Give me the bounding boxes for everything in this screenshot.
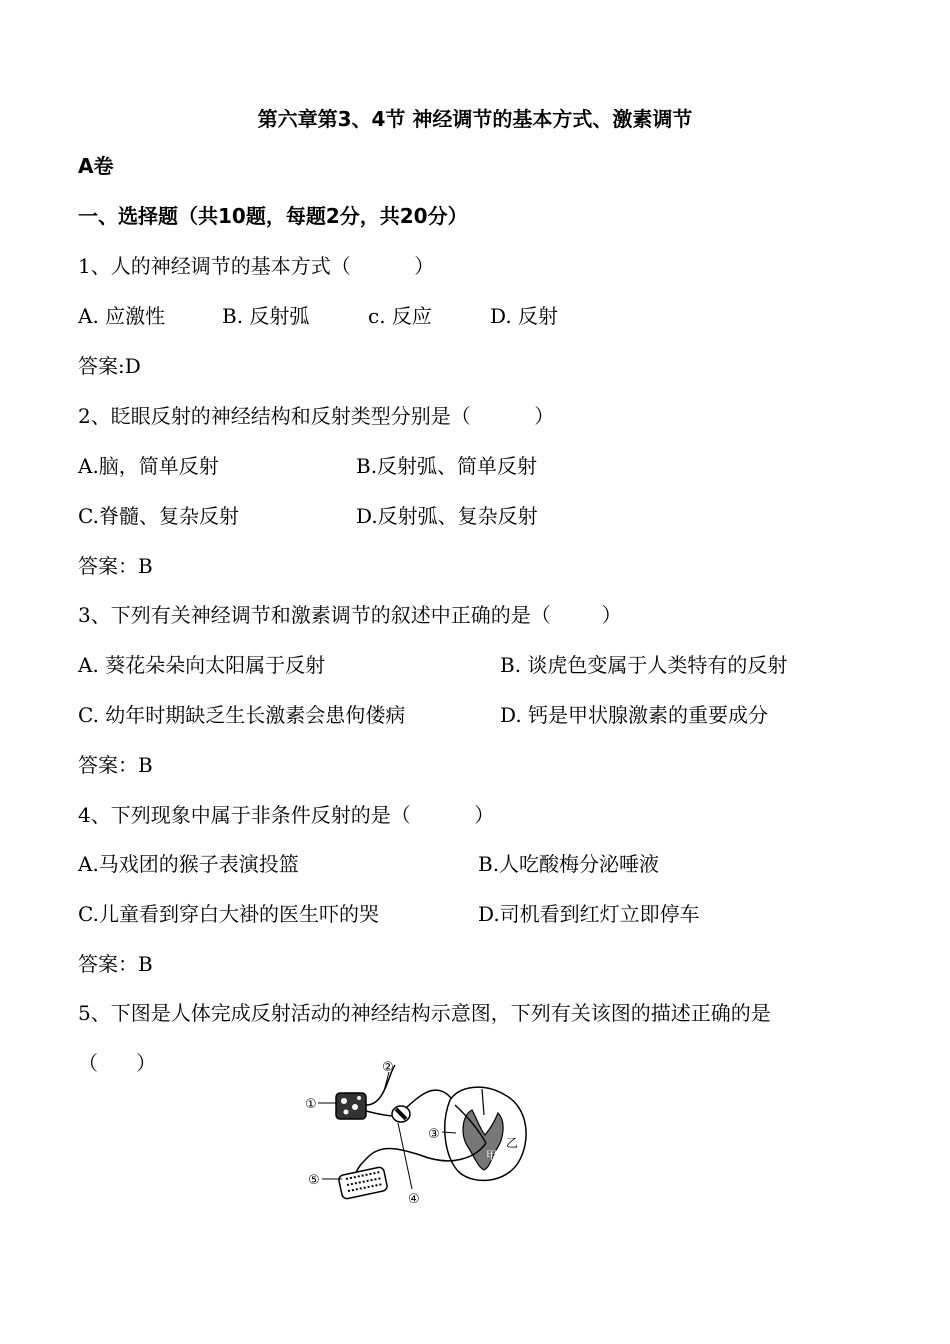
q4-option-c: C.儿童看到穿白大褂的医生吓的哭	[78, 902, 379, 926]
question-4-stem: 4、下列现象中属于非条件反射的是（ ）	[78, 803, 495, 827]
question-5-stem-cont: （ ）	[78, 1051, 157, 1075]
spinal-cord-section	[445, 1087, 526, 1180]
q3-option-d: D. 钙是甲状腺激素的重要成分	[500, 703, 769, 727]
q4-option-d: D.司机看到红灯立即停车	[478, 902, 700, 926]
q1-option-c: c. 反应	[368, 304, 432, 328]
q2-option-a: A.脑，简单反射	[78, 454, 219, 478]
reflex-arc-diagram	[300, 1055, 560, 1215]
effector-muscle	[338, 1166, 388, 1199]
leader-line-4	[398, 1123, 412, 1189]
label-5: ⑤	[308, 1173, 320, 1188]
q3-option-b: B. 谈虎色变属于人类特有的反射	[500, 653, 788, 677]
q3-answer: 答案：B	[78, 753, 153, 777]
q1-option-b: B. 反射弧	[222, 304, 310, 328]
page-title: 第六章第3、4节 神经调节的基本方式、激素调节	[257, 107, 693, 131]
label-jia: 甲	[486, 1149, 497, 1162]
sensory-pathway	[366, 1090, 455, 1116]
label-2: ②	[382, 1060, 394, 1075]
label-4: ④	[408, 1192, 420, 1207]
q1-option-d: D. 反射	[490, 304, 559, 328]
question-3-stem: 3、下列有关神经调节和激素调节的叙述中正确的是（ ）	[78, 603, 622, 627]
q1-answer: 答案:D	[78, 354, 141, 378]
question-2-stem: 2、眨眼反射的神经结构和反射类型分别是（ ）	[78, 404, 555, 428]
q1-option-a: A. 应激性	[78, 304, 166, 328]
q3-option-a: A. 葵花朵朵向太阳属于反射	[78, 653, 326, 677]
q2-option-b: B.反射弧、简单反射	[356, 454, 538, 478]
receptor-shape	[336, 1093, 366, 1119]
question-5-stem: 5、下图是人体完成反射活动的神经结构示意图，下列有关该图的描述正确的是	[78, 1001, 771, 1025]
q3-option-c: C. 幼年时期缺乏生长激素会患佝偻病	[78, 703, 406, 727]
label-3: ③	[428, 1127, 440, 1142]
q2-option-d: D.反射弧、复杂反射	[356, 504, 538, 528]
label-yi: 乙	[506, 1136, 519, 1150]
label-1: ①	[305, 1097, 317, 1112]
section-heading: A卷	[78, 154, 114, 178]
q4-option-b: B.人吃酸梅分泌唾液	[478, 852, 660, 876]
part-heading: 一、选择题（共10题，每题2分，共20分）	[78, 204, 468, 228]
q4-answer: 答案：B	[78, 952, 153, 976]
q4-option-a: A.马戏团的猴子表演投篮	[78, 852, 299, 876]
q2-answer: 答案：B	[78, 554, 153, 578]
q2-option-c: C.脊髓、复杂反射	[78, 504, 239, 528]
question-1-stem: 1、人的神经调节的基本方式（ ）	[78, 254, 435, 278]
